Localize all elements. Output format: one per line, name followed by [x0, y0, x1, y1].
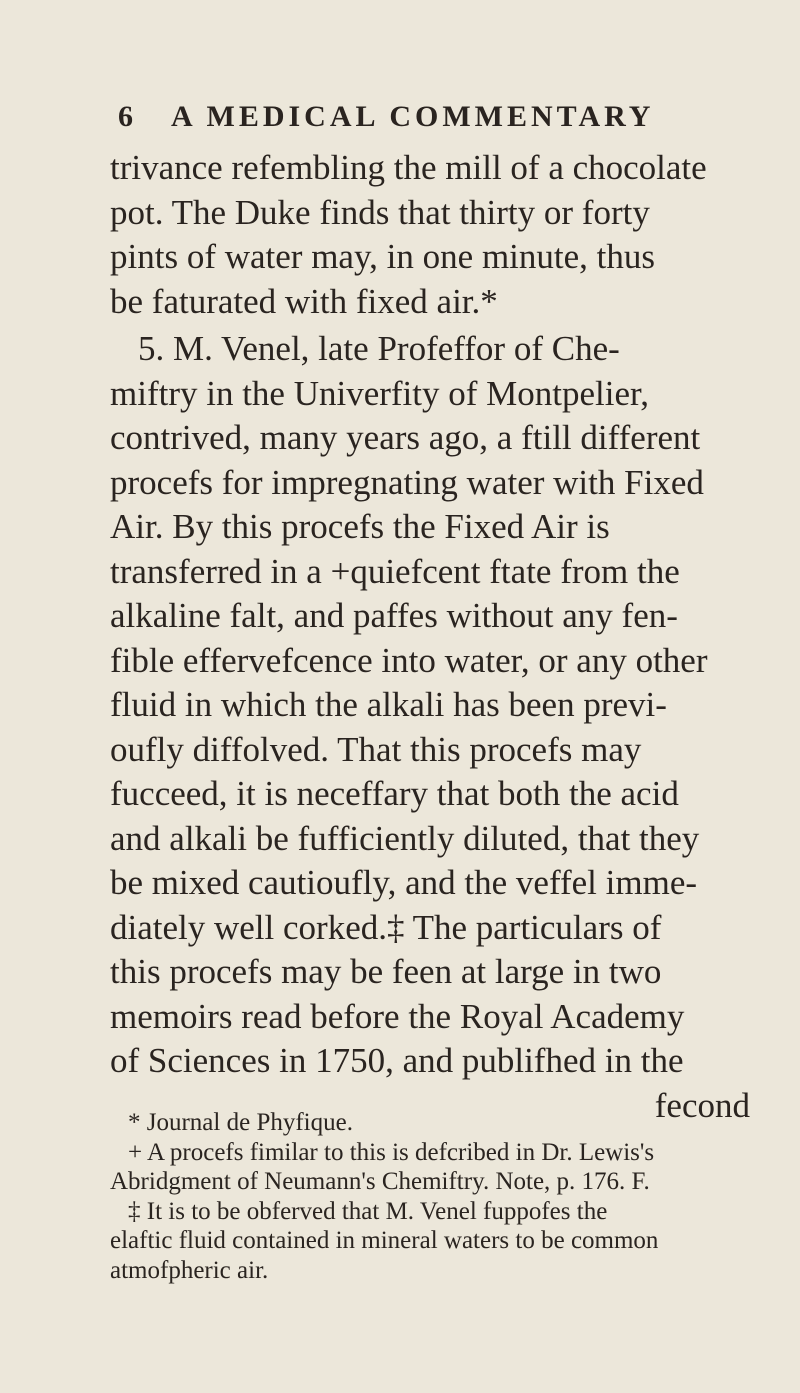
- text-line: miftry in the Univerfity of Montpelier,: [110, 373, 650, 413]
- text-line: alkaline falt, and paffes without any fen-: [110, 596, 678, 635]
- text-line: Air. By this procefs the Fixed Air is: [110, 507, 610, 546]
- text-line: this procefs may be feen at large in two: [110, 952, 662, 991]
- running-header: [118, 100, 718, 134]
- footnote: elaftic fluid contained in mineral waters to be common: [110, 1227, 659, 1254]
- footnote: Abridgment of Neumann's Chemiftry. Note, p. 176. F.: [110, 1168, 650, 1195]
- text-line: pot. The Duke finds that thirty or forty: [110, 192, 650, 232]
- text-line: fucceed, it is neceffary that both the acid: [110, 774, 679, 813]
- text-line: fible effervefcence into water, or any other: [110, 640, 708, 680]
- text-line: of Sciences in 1750, and publifhed in the: [110, 1041, 684, 1080]
- text-line: 5. M. Venel, late Profeffor of Che-: [138, 329, 620, 368]
- text-line: be mixed cautioufly, and the veffel imme-: [110, 863, 698, 902]
- paragraph-1: [110, 146, 750, 324]
- text-line: transferred in a +quiefcent ftate from the: [110, 551, 680, 591]
- text-line: and alkali be fufficiently diluted, that they: [110, 818, 700, 858]
- text-line: contrived, many years ago, a ftill different: [110, 418, 701, 457]
- text-line: fluid in which the alkali has been previ-: [110, 685, 667, 724]
- text-line: oufly diffolved. That this procefs may: [110, 729, 642, 769]
- text-line: diately well corked.‡ The particulars of: [110, 907, 662, 947]
- footnote: ‡ It is to be obferved that M. Venel fuppofes the: [128, 1197, 608, 1225]
- footnotes: [110, 1108, 770, 1285]
- text-line: procefs for impregnating water with Fixed: [110, 462, 704, 502]
- text-line: memoirs read before the Royal Academy: [110, 996, 685, 1036]
- footnote: atmofpheric air.: [110, 1256, 269, 1284]
- page-number: 6: [118, 100, 137, 133]
- footnote: + A procefs fimilar to this is defcribed in Dr. Lewis's: [128, 1138, 655, 1166]
- text-line: be faturated with fixed air.*: [110, 281, 498, 321]
- running-title: A MEDICAL COMMENTARY: [171, 100, 655, 133]
- text-line: pints of water may, in one minute, thus: [110, 237, 655, 276]
- paragraph-2: [110, 327, 750, 1128]
- footnote: * Journal de Phyfique.: [128, 1109, 353, 1136]
- catchword: fecond: [654, 1085, 750, 1125]
- text-line: trivance refembling the mill of a chocolate: [110, 148, 707, 187]
